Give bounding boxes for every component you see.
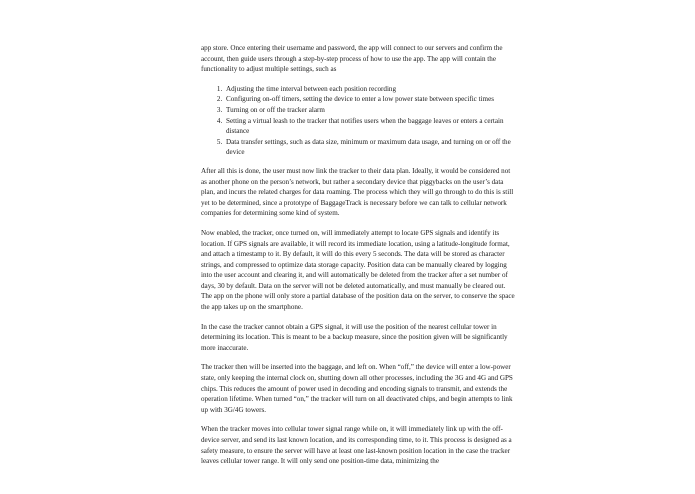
list-item: 2. Configuring on-off timers, setting the device to enter a low power state between specific times: [224, 94, 517, 105]
list-item: 1. Adjusting the time interval between each position recording: [224, 84, 517, 95]
list-item: 3. Turning on or off the tracker alarm: [224, 105, 517, 116]
settings-list: [201, 84, 517, 158]
document-page: [201, 43, 517, 476]
tower-link-paragraph: When the tracker moves into cellular tower signal range while on, it will immediately link up with the off-device server, and send its last known location, and its corresponding time, to it. This process is designed as a safety measure, to ensure the server will have at least one last-known position location in the case the tracker leaves cellular tower range. It will only send one position-time data, minimizing the: [201, 425, 512, 466]
cellular-backup-paragraph: In the case the tracker cannot obtain a GPS signal, it will use the position of the nearest cellular tower in determining its location. This is meant to be a backup measure, since the position given will be significantly more inaccurate.: [201, 322, 508, 352]
list-item: 4. Setting a virtual leash to the tracker that notifies users when the baggage leaves or enters a certain distance: [224, 116, 517, 137]
power-state-paragraph: The tracker then will be inserted into the baggage, and left on. When “off,” the device will enter a low-power state, only keeping the internal clock on, shutting down all other processes, including the 3G and 4G and GPS chips. This reduces the amount of power used in decoding and encoding signals to transmit, and extends the operation lifetime. When turned “on,” the tracker will turn on all deactivated chips, and begin attempts to link up with 3G/4G towers.: [201, 363, 513, 414]
list-item: 5. Data transfer settings, such as data size, minimum or maximum data usage, and turning on or off the device: [224, 137, 517, 158]
intro-paragraph: app store. Once entering their username and password, the app will connect to our servers and confirm the account, then guide users through a step-by-step process of how to use the app. The app will contain the functionality to adjust multiple settings, such as: [201, 44, 503, 74]
data-plan-paragraph: After all this is done, the user must now link the tracker to their data plan. Ideally, it would be considered not as another phone on the person’s network, but rather a secondary device that piggybacks on the user’s data plan, and incurs the related charges for data roaming. The process which they will go through to do this is still yet to be determined, since a prototype of BaggageTrack is necessary before we can talk to cellular network companies for determining some kind of system.: [201, 166, 514, 218]
gps-location-paragraph: Now enabled, the tracker, once turned on, will immediately attempt to locate GPS signals and identify its location. If GPS signals are available, it will record its immediate location, using a latitude-longitude format, and attach a timestamp to it. By default, it will do this every 5 seconds. The data will be stored as character strings, and compressed to optimize data storage capacity. Position data can be manually cleared by logging into the user account and clearing it, and will automatically be deleted from the tracker after a set number of days, 30 by default. Data on the server will not be deleted automatically, and must manually be cleared out. The app on the phone will only store a partial database of the position data on the server, to conserve the space the app takes up on the smartphone.: [201, 228, 515, 312]
